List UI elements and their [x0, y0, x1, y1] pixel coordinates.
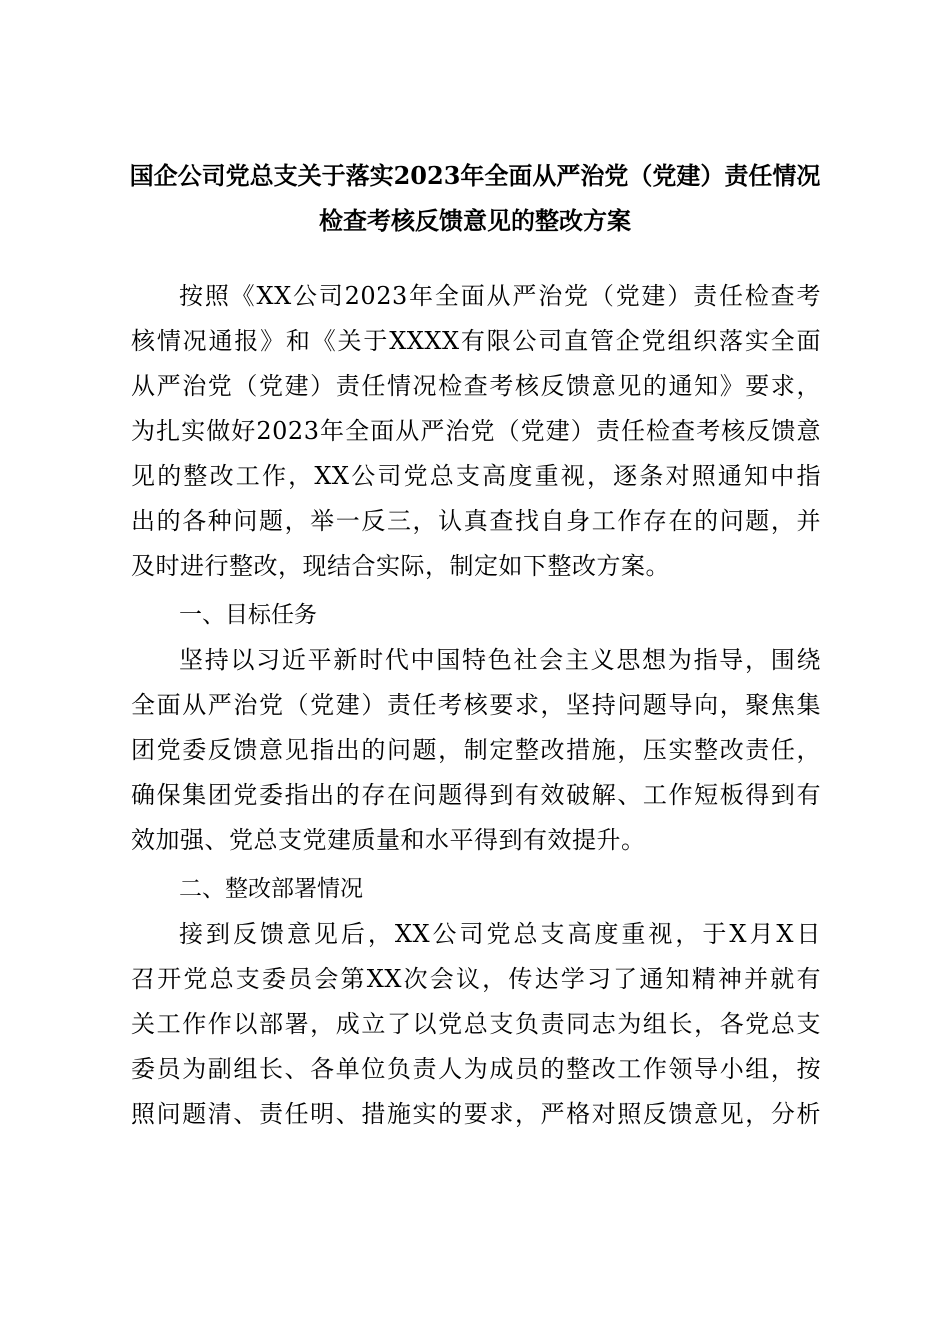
paragraph-line: 从严治党（党建）责任情况检查考核反馈意见的通知》要求， — [131, 372, 821, 400]
paragraph-line: 坚持以习近平新时代中国特色社会主义思想为指导，围绕 — [179, 646, 821, 674]
paragraph-line: 按照《XX公司2023年全面从严治党（党建）责任检查考 — [179, 282, 821, 310]
section-heading-goals: 一、目标任务 — [179, 602, 317, 628]
paragraph-line: 见的整改工作，XX公司党总支高度重视，逐条对照通知中指 — [131, 462, 821, 490]
paragraph-line: 委员为副组长、各单位负责人为成员的整改工作领导小组，按 — [131, 1055, 821, 1083]
section-heading-deployment: 二、整改部署情况 — [179, 876, 363, 902]
paragraph-line: 为扎实做好2023年全面从严治党（党建）责任检查考核反馈意 — [131, 417, 821, 445]
paragraph-line: 确保集团党委指出的存在问题得到有效破解、工作短板得到有 — [131, 781, 821, 809]
paragraph-line: 全面从严治党（党建）责任考核要求，坚持问题导向，聚焦集 — [131, 691, 821, 719]
document-title-line-2: 检查考核反馈意见的整改方案 — [319, 206, 631, 235]
paragraph-line: 效加强、党总支党建质量和水平得到有效提升。 — [131, 826, 646, 854]
paragraph-line: 团党委反馈意见指出的问题，制定整改措施，压实整改责任， — [131, 736, 821, 764]
document-title-line-1: 国企公司党总支关于落实2023年全面从严治党（党建）责任情况 — [129, 161, 821, 190]
paragraph-line: 召开党总支委员会第XX次会议，传达学习了通知精神并就有 — [131, 965, 821, 993]
paragraph-line: 接到反馈意见后，XX公司党总支高度重视，于X月X日 — [179, 920, 821, 948]
paragraph-line: 关工作作以部署，成立了以党总支负责同志为组长，各党总支 — [131, 1010, 821, 1038]
paragraph-line: 照问题清、责任明、措施实的要求，严格对照反馈意见，分析 — [131, 1100, 821, 1128]
paragraph-line: 出的各种问题，举一反三，认真查找自身工作存在的问题，并 — [131, 507, 821, 535]
paragraph-line: 及时进行整改，现结合实际，制定如下整改方案。 — [131, 552, 670, 580]
paragraph-line: 核情况通报》和《关于XXXX有限公司直管企党组织落实全面 — [131, 327, 821, 355]
